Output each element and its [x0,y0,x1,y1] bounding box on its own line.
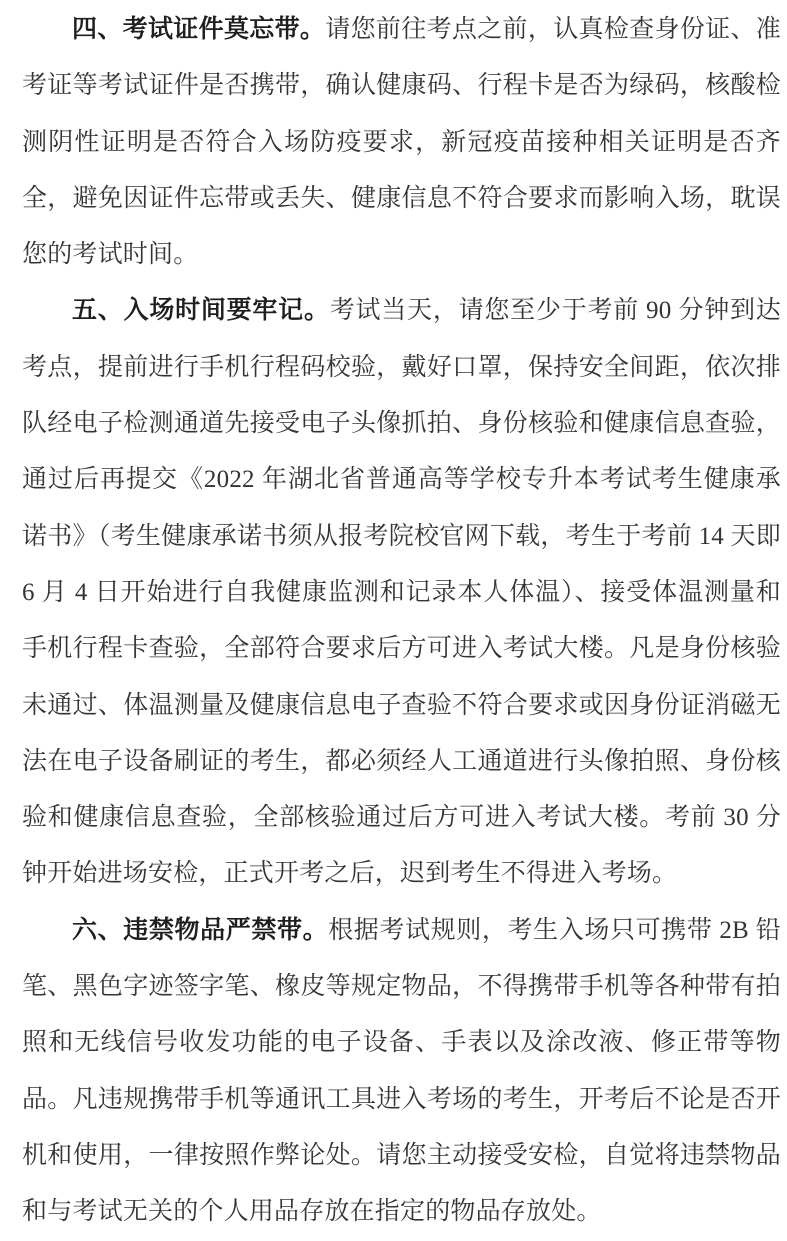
section-5-heading: 五、入场时间要牢记。 [72,297,330,325]
section-6-heading: 六、违禁物品严禁带。 [72,916,329,944]
section-6-paragraph [22,903,781,1241]
section-4-heading: 四、考试证件莫忘带。 [72,16,326,43]
section-4-body: 请您前往考点之前，认真检查身份证、准考证等考试证件是否携带，确认健康码、行程卡是否为绿码，核酸检测阴性证明是否符合入场防疫要求，新冠疫苗接种相关证明是否齐全，避免因证件忘带或丢失、健康信息不符合要求而影响入场，耽误您的考试时间。 [22,16,781,269]
section-4-paragraph [22,2,781,283]
section-5-body: 考试当天，请您至少于考前 90 分钟到达考点，提前进行手机行程码校验，戴好口罩，保持安全间距，依次排队经电子检测通道先接受电子头像抓拍、身份核验和健康信息查验，通过后再提交《2022 年湖北省普通高等学校专升本考试考生健康承诺书》（考生健康承诺书须从报考院校官网下载，考生于考前 14 天即 6 月 4 日开始进行自我健康监测和记录本人体温）、接受体温测量和手机行程卡查验，全部符合要求后方可进入考试大楼。凡是身份核验未通过、体温测量及健康信息电子查验不符合要求或因身份证消磁无法在电子设备刷证的考生，都必须经人工通道进行头像拍照、身份核验和健康信息查验，全部核验通过后方可进入考试大楼。考前 30 分钟开始进场安检，正式开考之后，迟到考生不得进入考场。 [22,297,781,888]
section-6-body: 根据考试规则，考生入场只可携带 2B 铅笔、黑色字迹签字笔、橡皮等规定物品，不得携带手机等各种带有拍照和无线信号收发功能的电子设备、手表以及涂改液、修正带等物品。凡违规携带手机等通讯工具进入考场的考生，开考后不论是否开机和使用，一律按照作弊论处。请您主动接受安检，自觉将违禁物品和与考试无关的个人用品存放在指定的物品存放处。 [22,916,781,1226]
section-5-paragraph [22,283,781,902]
